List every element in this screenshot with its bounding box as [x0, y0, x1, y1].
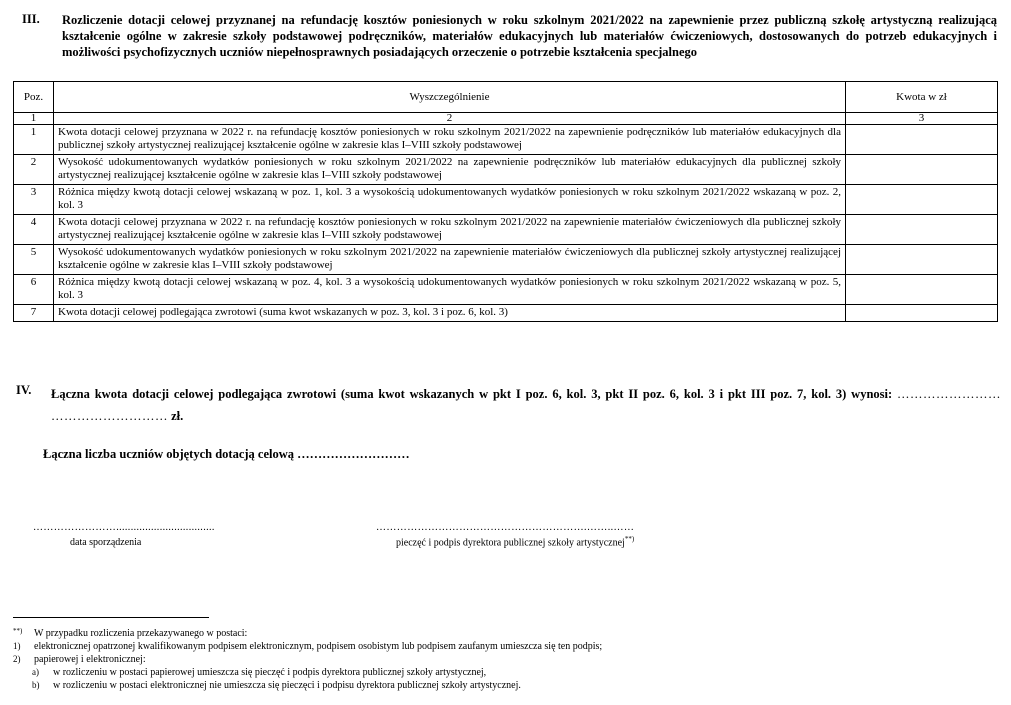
header-amount: Kwota w zł — [846, 82, 998, 113]
row-amount-cell[interactable] — [846, 245, 998, 275]
table-row — [14, 245, 998, 275]
currency-unit: zł. — [171, 409, 184, 423]
total-amount-field[interactable]: …………………… — [897, 387, 1002, 401]
row-poz: 7 — [14, 305, 54, 322]
footnote-item — [13, 653, 993, 666]
footnote-subitem-text: w rozliczeniu w postaci papierowej umieszcza się pieczęć i podpis dyrektora publicznej szkoły artystycznej, — [53, 667, 487, 678]
row-amount-cell[interactable] — [846, 305, 998, 322]
student-count-field[interactable]: ……………………… — [297, 447, 410, 461]
table-row — [14, 185, 998, 215]
footnote-subitem-text: w rozliczeniu w postaci elektronicznej nie umieszcza się pieczęci i podpisu dyrektora publicznej szkoły artystycznej. — [53, 680, 521, 691]
row-amount-cell[interactable] — [846, 215, 998, 245]
student-count-label: Łączna liczba uczniów objętych dotacją celową — [43, 447, 295, 461]
section-iii-number: III. — [22, 12, 40, 26]
table-header-row — [14, 82, 998, 113]
table-row — [14, 275, 998, 305]
footnotes — [13, 627, 993, 692]
row-poz: 4 — [14, 215, 54, 245]
row-description: Kwota dotacji celowej przyznana w 2022 r. na refundację kosztów poniesionych w roku szkolnym 2021/2022 na zapewnienie podręczników lub materiałów edukacyjnych dla publicznej szkoły artystycznej realizującej kształcenie ogólne w zakresie klas I–VIII szkoły podstawowej — [54, 125, 846, 155]
date-label: data sporządzenia — [70, 537, 142, 548]
footnote-intro — [13, 627, 993, 640]
footnote-subitem — [13, 679, 993, 692]
signature-label-block — [396, 535, 634, 548]
signature-label: pieczęć i podpis dyrektora publicznej szkoły artystycznej — [396, 537, 625, 549]
footnote-intro-text: W przypadku rozliczenia przekazywanego w postaci: — [34, 628, 248, 639]
settlement-table — [13, 81, 998, 322]
footnote-item-marker: 2) — [13, 654, 21, 664]
row-description: Wysokość udokumentowanych wydatków poniesionych w roku szkolnym 2021/2022 na zapewnienie podręczników lub materiałów edukacyjnych dla publicznej szkoły artystycznej realizującej kształcenie ogólne w zakresie klas I–VIII szkoły podstawowej — [54, 155, 846, 185]
row-amount-cell[interactable] — [846, 275, 998, 305]
header-poz: Poz. — [14, 82, 54, 113]
footnote-mark: **) — [13, 627, 23, 635]
row-amount-cell[interactable] — [846, 155, 998, 185]
section-iv-text-block — [51, 383, 1001, 427]
footnote-subitem — [13, 666, 993, 679]
signature-footnote-mark: **) — [624, 535, 635, 543]
footnote-item-text: papierowej i elektronicznej: — [34, 654, 146, 665]
footnote-item — [13, 640, 993, 653]
total-amount-field-continued[interactable]: ……………………… — [51, 409, 168, 423]
footnote-divider — [13, 617, 209, 618]
row-description: Kwota dotacji celowej podlegająca zwrotowi (suma kwot wskazanych w poz. 3, kol. 3 i poz. 6, kol. 3) — [54, 305, 846, 322]
row-poz: 6 — [14, 275, 54, 305]
footnote-subitem-marker: b) — [32, 680, 40, 690]
column-number-3: 3 — [846, 113, 998, 125]
column-number-1: 1 — [14, 113, 54, 125]
row-poz: 5 — [14, 245, 54, 275]
row-poz: 1 — [14, 125, 54, 155]
row-description: Kwota dotacji celowej przyznana w 2022 r. na refundację kosztów poniesionych w roku szkolnym 2021/2022 na zapewnienie materiałów ćwiczeniowych dla publicznej szkoły artystycznej realizującej kształcenie ogólne w zakresie klas I–VIII szkoły podstawowej — [54, 215, 846, 245]
table-row — [14, 155, 998, 185]
row-description: Wysokość udokumentowanych wydatków poniesionych w roku szkolnym 2021/2022 na zapewnienie materiałów ćwiczeniowych dla publicznej szkoły artystycznej realizującej kształcenie ogólne w zakresie klas I–VIII szkoły podstawowej — [54, 245, 846, 275]
section-iv-number: IV. — [16, 383, 32, 397]
footnote-subitem-marker: a) — [32, 667, 39, 677]
signature-field[interactable]: …………………………………………………….……..…… — [376, 522, 635, 533]
footnote-item-text: elektronicznej opatrzonej kwalifikowanym podpisem elektronicznym, podpisem osobistym lub podpisem zaufanym umieszcza się ten podpis; — [34, 641, 603, 652]
row-poz: 3 — [14, 185, 54, 215]
section-iii-title: Rozliczenie dotacji celowej przyznanej na refundację kosztów poniesionych w roku szkolnym 2021/2022 na zapewnienie przez publiczną szkołę artystyczną realizującą kształcenie ogólne w zakresie szkoły podstawowej podręczników, materiałów edukacyjnych lub materiałów ćwiczeniowych, dostosowanych do potrzeb edukacyjnych i możliwości psychofizycznych uczniów niepełnosprawnych posiadających orzeczenie o potrzebie kształcenia specjalnego — [62, 13, 997, 59]
student-count-line — [43, 447, 410, 462]
row-amount-cell[interactable] — [846, 125, 998, 155]
row-amount-cell[interactable] — [846, 185, 998, 215]
footnote-item-marker: 1) — [13, 641, 21, 651]
column-number-2: 2 — [54, 113, 846, 125]
table-row — [14, 215, 998, 245]
table-row — [14, 125, 998, 155]
table-column-numbers-row — [14, 113, 998, 125]
row-poz: 2 — [14, 155, 54, 185]
table-row — [14, 305, 998, 322]
section-iv-text: Łączna kwota dotacji celowej podlegająca zwrotowi (suma kwot wskazanych w pkt I poz. 6, kol. 3, pkt II poz. 6, kol. 3 i pkt III poz. 7, kol. 3) wynosi: — [51, 387, 893, 401]
row-description: Różnica między kwotą dotacji celowej wskazaną w poz. 1, kol. 3 a wysokością udokumentowanych wydatków poniesionych w roku szkolnym 2021/2022 wskazaną w poz. 2, kol. 3 — [54, 185, 846, 215]
row-description: Różnica między kwotą dotacji celowej wskazaną w poz. 4, kol. 3 a wysokością udokumentowanych wydatków poniesionych w roku szkolnym 2021/2022 wskazaną w poz. 5, kol. 3 — [54, 275, 846, 305]
header-description: Wyszczególnienie — [54, 82, 846, 113]
date-field[interactable]: …………………….................................. — [33, 522, 215, 533]
